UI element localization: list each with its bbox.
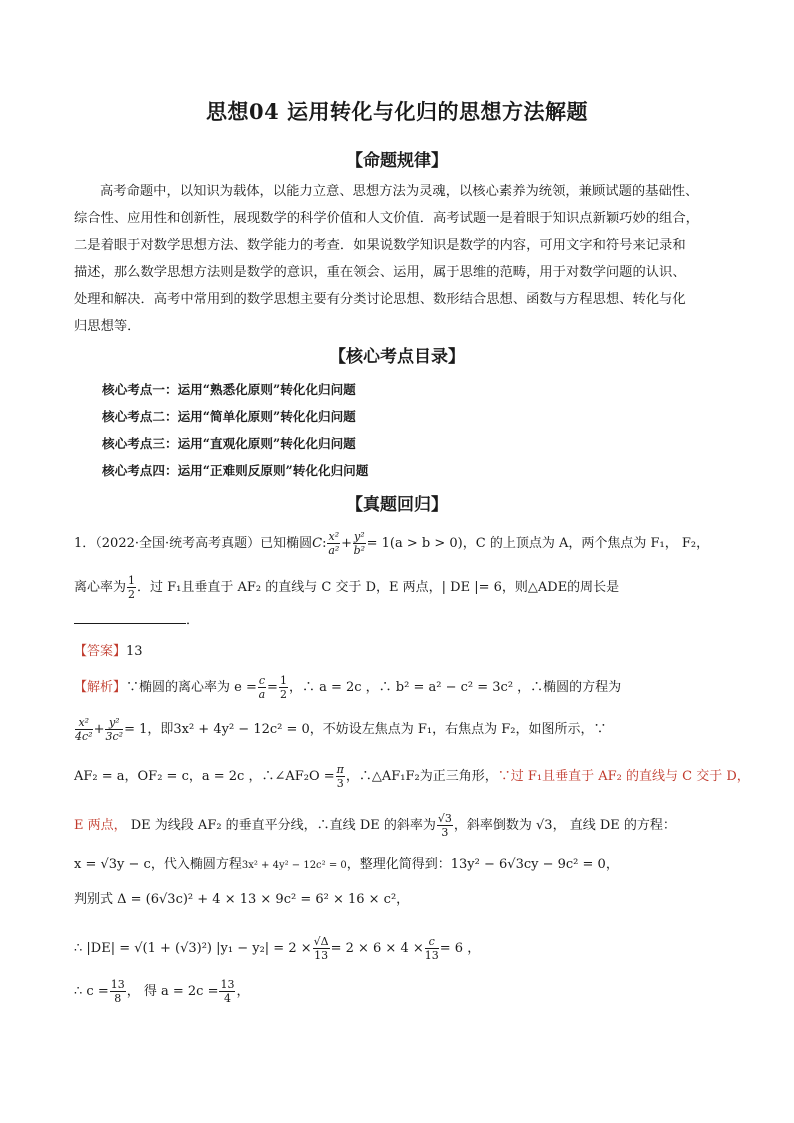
- analysis-line-7: ∴ |DE| = √(1 + (√3)²) |y₁ − y₂| = 2 × $\frac{√\Delta}{13}$ = 2 × 6 × 4 × $\frac{c}{13}$ = 6 ，: [74, 935, 481, 962]
- fraction: $\frac{\text{y²}}{\text{b²}}$: [353, 530, 366, 557]
- answer-blank: [74, 609, 186, 624]
- fraction: $\frac{1}{2}$: [279, 674, 287, 701]
- fraction: $\frac{13}{4}$: [220, 978, 235, 1005]
- intro-line: 处理和解决．高考中常用到的数学思想主要有分类讨论思想、数形结合思想、函数与方程思想、转化与化: [74, 292, 686, 307]
- page-title: 思想04 运用转化与化归的思想方法解题: [205, 99, 589, 124]
- catalog-item-2: 核心考点二：运用“简单化原则”转化化归问题: [102, 409, 356, 424]
- problem-number: 1．: [74, 536, 96, 551]
- catalog-item-3: 核心考点三：运用“直观化原则”转化化归问题: [102, 436, 356, 451]
- problem-line-1: 1．（2022·全国·统考高考真题）已知椭圆C: $\frac{\text{x²}}{\text{a²}}$ + $\frac{\text{y²}}{\text{b²}}$ = 1(a > b > 0)，C 的上顶点为 A，两个焦点为 F₁， F₂，: [74, 530, 710, 557]
- section-heading-catalog: 【核心考点目录】: [329, 347, 465, 367]
- ellipse-name: C: [312, 536, 323, 551]
- analysis-line-8: ∴ c = $\frac{13}{8}$ ， 得 a = 2c = $\frac{13}{4}$ ，: [74, 978, 250, 1005]
- fraction: $\frac{\text{y²}}{\text{3c²}}$: [105, 716, 124, 743]
- intro-line: 描述，那么数学思想方法则是数学的意识，重在领会、运用，属于思维的范畴，用于对数学问题的认识、: [74, 265, 686, 280]
- fraction: $\frac{\text{x²}}{\text{a²}}$: [328, 530, 340, 557]
- fraction: $\frac{\pi}{3}$: [336, 763, 344, 790]
- section-heading-rule: 【命题规律】: [346, 151, 448, 171]
- fraction: $\frac{\text{x²}}{\text{4c²}}$: [75, 716, 93, 743]
- problem-source: （2022·全国·统考高考真题）已知椭圆: [95, 536, 313, 551]
- analysis-line-1: 【解析】∵椭圆的离心率为 e = $\frac{c}{a}$ = $\frac{1}{2}$ ，∴ a = 2c ，∴ b² = a² − c² = 3c² ，∴椭圆的方程为: [74, 674, 622, 701]
- analysis-label: 【解析】: [74, 680, 127, 695]
- section-heading-real: 【真题回归】: [346, 495, 448, 515]
- fraction: $\frac{√3}{3}$: [437, 812, 452, 839]
- intro-line: 归思想等．: [74, 319, 141, 334]
- problem-line-3: ．: [74, 609, 199, 628]
- fraction: $\frac{√\Delta}{13}$: [313, 935, 329, 962]
- intro-line: 综合性、应用性和创新性，展现数学的科学价值和人文价值．高考试题一是着眼于知识点新颖巧妙的组合，: [74, 211, 699, 226]
- problem-line-2: 离心率为 $\frac{1}{2}$ ．过 F₁且垂直于 AF₂ 的直线与 C 交于 D，E 两点，| DE |= 6，则△ADE的周长是: [74, 574, 620, 601]
- intro-line: 高考命题中，以知识为载体，以能力立意、思想方法为灵魂，以核心素养为统领，兼顾试题的基础性、: [100, 184, 699, 199]
- catalog-item-4: 核心考点四：运用“正难则反原则”转化化归问题: [102, 463, 369, 478]
- fraction: $\frac{c}{a}$: [258, 674, 266, 701]
- answer-label: 【答案】: [74, 644, 127, 659]
- fraction: $\frac{c}{13}$: [424, 935, 439, 962]
- intro-paragraph: [74, 178, 699, 340]
- catalog-item-1: 核心考点一：运用“熟悉化原则”转化化归问题: [102, 382, 356, 397]
- answer-value: 13: [126, 644, 143, 659]
- analysis-line-5: x = √3y − c，代入椭圆方程3x² + 4y² − 12c² = 0，整理化简得到：13y² − 6√3cy − 9c² = 0，: [74, 857, 619, 872]
- answer-line: [74, 640, 143, 659]
- analysis-line-3: AF₂ = a，OF₂ = c，a = 2c ，∴∠AF₂O = $\frac{\pi}{3}$ ，∴△AF₁F₂为正三角形，∵过 F₁且垂直于 AF₂ 的直线与 C 交于 D，: [74, 763, 750, 790]
- analysis-line-2: $\frac{\text{x²}}{\text{4c²}}$ + $\frac{\text{y²}}{\text{3c²}}$ = 1，即3x² + 4y² − 12c² = 0，不妨设左焦点为 F₁，右焦点为 F₂，如图所示，∵: [75, 716, 607, 743]
- fraction: $\frac{13}{8}$: [110, 978, 125, 1005]
- analysis-line-4: E 两点， DE 为线段 AF₂ 的垂直平分线，∴直线 DE 的斜率为 $\frac{√3}{3}$ ，斜率倒数为 √3， 直线 DE 的方程：: [74, 812, 676, 839]
- fraction: $\frac{1}{2}$: [128, 574, 136, 601]
- intro-line: 二是着眼于对数学思想方法、数学能力的考查．如果说数学知识是数学的内容，可用文字和符号来记录和: [74, 238, 686, 253]
- analysis-line-6: 判别式 Δ = (6√3c)² + 4 × 13 × 9c² = 6² × 16 × c²，: [74, 892, 410, 907]
